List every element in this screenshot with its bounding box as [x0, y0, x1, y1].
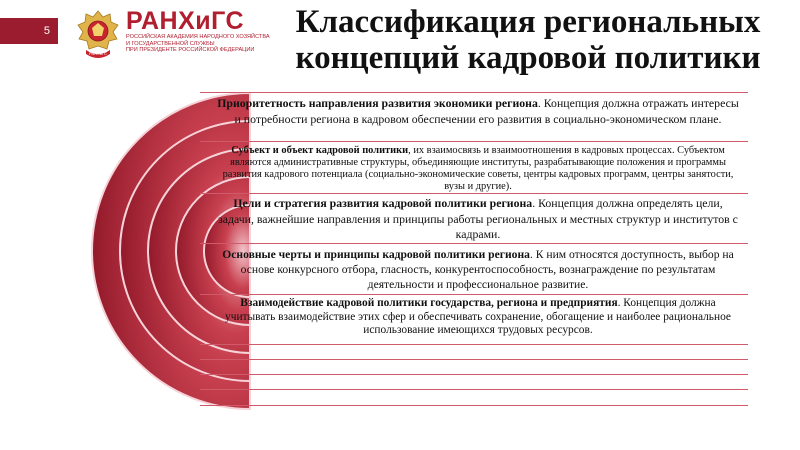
divider-line: [200, 193, 748, 194]
emblem-ribbon-text: РАНХиГС: [89, 51, 107, 56]
divider-line: [200, 141, 748, 142]
concept-2-text: , их взаимосвязь и взаимоотношения в кадровых процессах. Субъектом являются административные структуры, объединяющие институты, разрабатывающие положения и программы развития кадрового потенциала (социально-экономические советы, центры кадровых программ, центры занятости, вузы и другие).: [222, 145, 734, 192]
slide-title-line-1: Классификация региональных: [295, 4, 761, 40]
divider-line: [200, 92, 748, 93]
concept-1: [214, 96, 742, 127]
concept-5-text: . Концепция должна учитывать взаимодействие этих сфер и обеспечивать сохранение, обогащение и наиболее рациональное использование имеющихся трудовых ресурсов.: [225, 297, 731, 336]
concept-1-heading: Приоритетность направления развития экономики региона: [217, 96, 538, 110]
slide-title-line-2: концепций кадровой политики: [295, 40, 761, 76]
divider-line: [200, 359, 748, 360]
logo-line-2: И ГОСУДАРСТВЕННОЙ СЛУЖБЫ: [126, 40, 215, 47]
divider-line: [200, 344, 748, 345]
concept-3-heading: Цели и стратегия развития кадровой политики региона: [233, 196, 533, 210]
divider-line: [200, 243, 748, 244]
concept-4: [214, 247, 742, 292]
divider-line: [200, 405, 748, 406]
logo-line-3: ПРИ ПРЕЗИДЕНТЕ РОССИЙСКОЙ ФЕДЕРАЦИИ: [126, 47, 255, 54]
divider-line: [200, 374, 748, 375]
concept-1-text: . Концепция должна отражать интересы и потребности региона в кадровом обеспечении его развития в социально-экономическом плане.: [234, 96, 739, 126]
divider-line: [200, 389, 748, 390]
concept-3-text: . Концепция должна определять цели, задачи, важнейшие направления и принципы работы региональных и местных структур и институтов с кадрами.: [218, 196, 738, 241]
logo-name: РАНХиГС: [126, 7, 245, 35]
concept-4-heading: Основные черты и принципы кадровой политики региона: [222, 248, 530, 261]
concept-4-text: . К ним относятся доступность, выбор на основе конкурсного отбора, гласность, конкурентоспособность, вознаграждение по результатам деятельности и профессиональное развитие.: [240, 248, 734, 291]
page-number: 5: [43, 25, 50, 37]
concept-2: [214, 145, 742, 193]
concept-3: [214, 196, 742, 243]
divider-line: [200, 294, 748, 295]
concept-2-heading: Субъект и объект кадровой политики: [231, 145, 409, 156]
concept-5-heading: Взаимодействие кадровой политики государства, региона и предприятия: [240, 297, 618, 309]
logo-line-1: РОССИЙСКАЯ АКАДЕМИЯ НАРОДНОГО ХОЗЯЙСТВА: [126, 34, 270, 40]
concept-5: [214, 297, 742, 338]
